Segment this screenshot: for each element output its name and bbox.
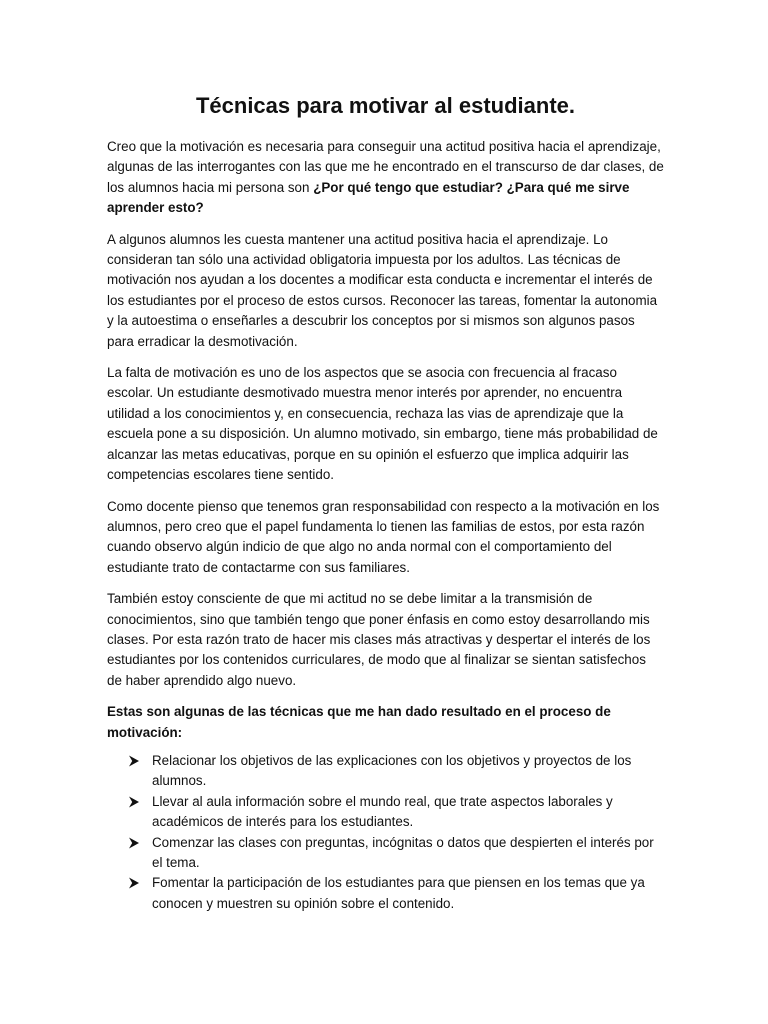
techniques-heading: Estas son algunas de las técnicas que me han dado resultado en el proceso de motivación:	[107, 704, 611, 740]
arrow-bullet-icon	[128, 877, 140, 889]
arrow-bullet-icon	[128, 837, 140, 849]
list-item	[128, 833, 664, 874]
list-item	[128, 751, 664, 792]
list-item-text: Llevar al aula información sobre el mundo real, que trate aspectos laborales y académicos de interés para los estudiantes.	[152, 793, 613, 830]
paragraph-intro-questions: ¿Por qué tengo que estudiar? ¿Para qué me sirve aprender esto?	[107, 179, 630, 216]
paragraph-attitude: A algunos alumnos les cuesta mantener una actitud positiva hacia el aprendizaje. Lo consideran tan sólo una actividad obligatoria impuesta por los adultos. Las técnicas de motivación nos ayudan a los docentes a modificar esta conducta e incrementar el interés de los estudiantes por el proceso de estos cursos. Reconocer las tareas, fomentar la autonomia y la autoestima o enseñarles a descubrir los conceptos por si mismos son algunos pasos para erradicar la desmotivación.	[107, 231, 658, 349]
paragraph-intro	[107, 137, 664, 219]
paragraph-failure: La falta de motivación es uno de los aspectos que se asocia con frecuencia al fracaso escolar. Un estudiante desmotivado muestra menor interés por aprender, no encuentra utilidad a los conocimientos y, en consecuencia, rechaza las vias de aprendizaje que la escuela pone a su disposición. Un alumno motivado, sin embargo, tiene más probabilidad de alcanzar las metas educativas, porque en su opinión el esfuerzo que implica adquirir las competencias escolares tiene sentido.	[107, 365, 658, 483]
arrow-bullet-icon	[128, 796, 140, 808]
list-item-text: Comenzar las clases con preguntas, incógnitas o datos que despierten el interés por el tema.	[152, 834, 654, 870]
arrow-bullet-icon	[128, 755, 140, 767]
document-title: Técnicas para motivar al estudiante.	[195, 93, 576, 118]
list-item	[128, 873, 664, 914]
list-item-text: Relacionar los objetivos de las explicaciones con los objetivos y proyectos de los alumnos.	[152, 752, 632, 789]
list-item	[128, 792, 664, 833]
techniques-list	[107, 751, 664, 914]
paragraph-intro-text: Creo que la motivación es necesaria para conseguir una actitud positiva hacia el aprendizaje, algunas de las interrogantes con las que me he encontrado en el transcurso de dar clases, de los alumnos hacia mi persona son	[107, 139, 664, 195]
list-item-text: Fomentar la participación de los estudiantes para que piensen en los temas que ya conocen y muestren su opinión sobre el contenido.	[152, 875, 645, 911]
paragraph-attitude-teacher: También estoy consciente de que mi actitud no se debe limitar a la transmisión de conocimientos, sino que también tengo que poner énfasis en como estoy desarrollando mis clases. Por esta razón trato de hacer mis clases más atractivas y despertar el interés de los estudiantes por los contenidos curriculares, de modo que al finalizar se sientan satisfechos de haber aprendido algo nuevo.	[107, 591, 651, 688]
paragraph-responsibility: Como docente pienso que tenemos gran responsabilidad con respecto a la motivación en los alumnos, pero creo que el papel fundamenta lo tienen las familias de estos, por esta razón cuando observo algún indicio de que algo no anda normal con el comportamiento del estudiante trato de contactarme con sus familiares.	[107, 498, 660, 575]
